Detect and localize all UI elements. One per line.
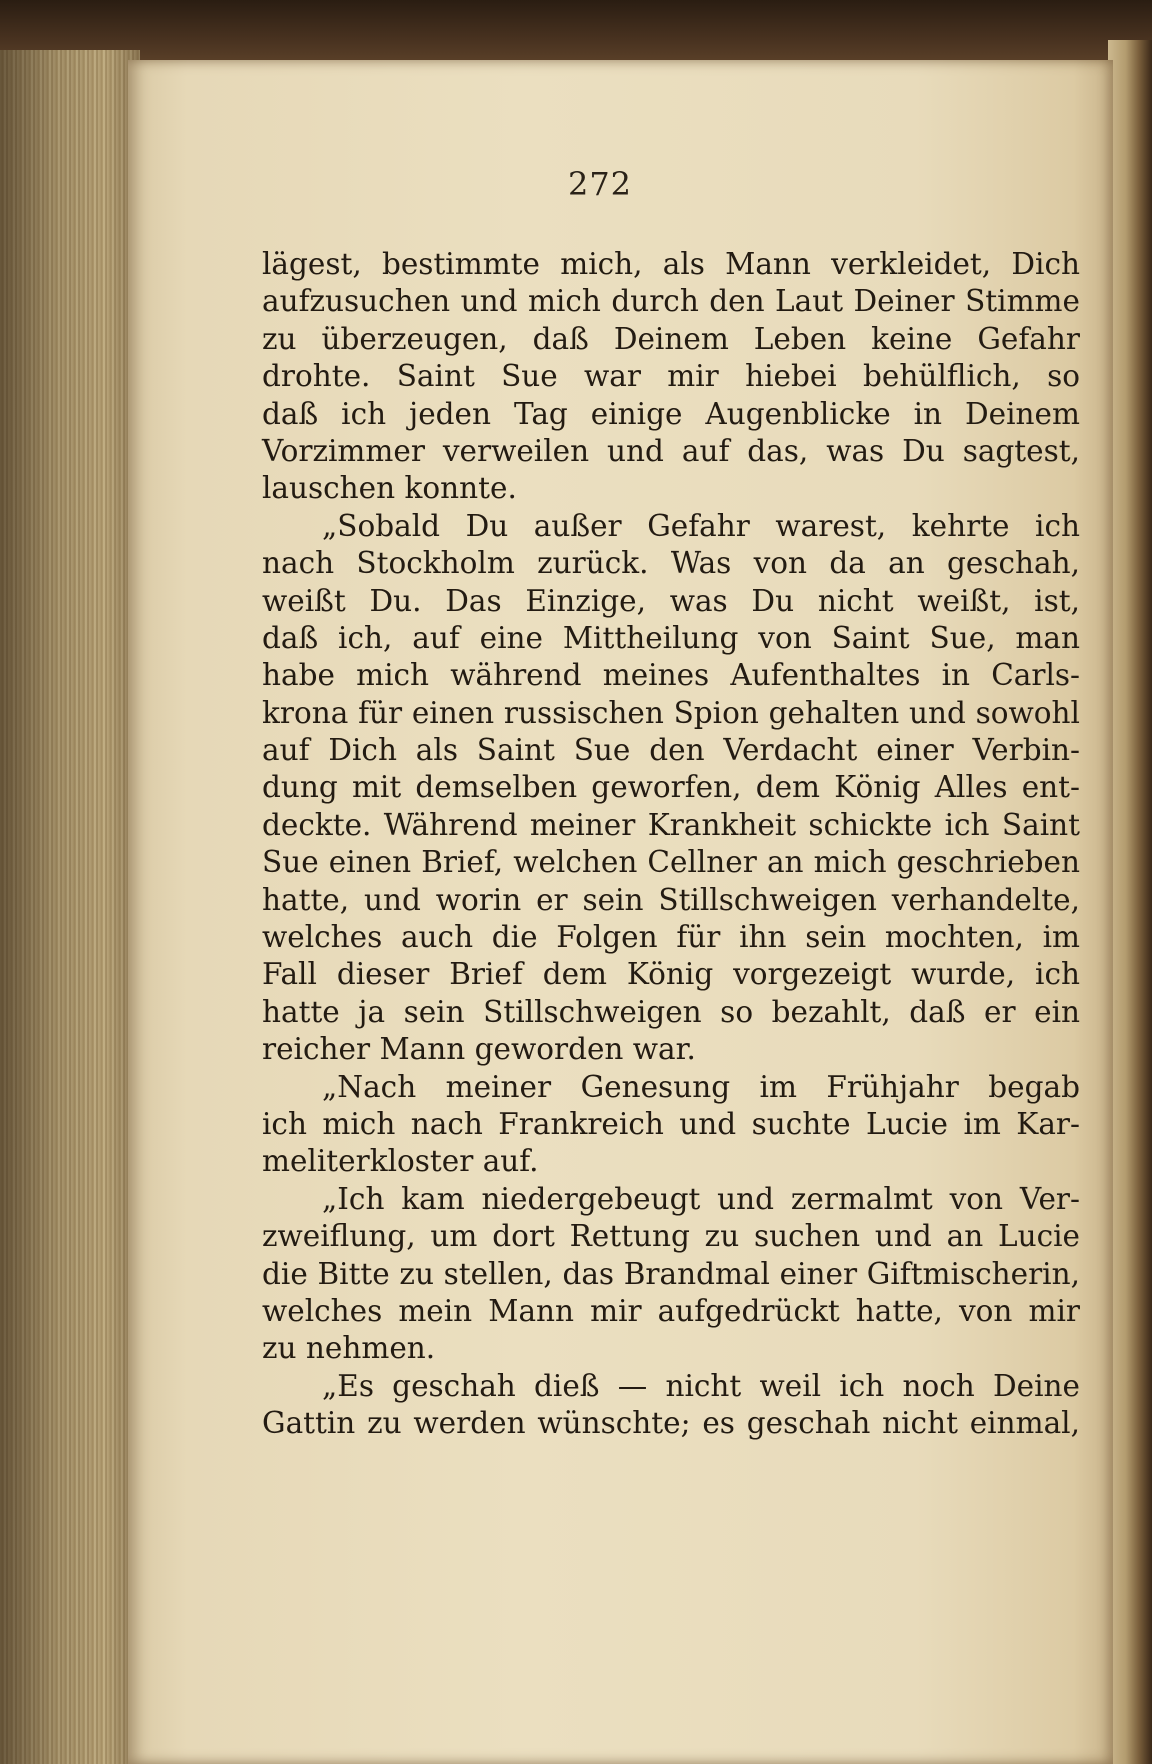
text-line: reicher Mann geworden war. [262, 1032, 696, 1067]
text-line: Fall dieser Brief dem König vorgezeigt wurde, ich [262, 957, 1080, 992]
text-line: krona für einen russischen Spion gehalten und sowohl [262, 695, 1080, 730]
text-line: welches mein Mann mir aufgedrückt hatte, von mir [262, 1293, 1080, 1328]
text-line: Sue einen Brief, welchen Cellner an mich geschrieben [262, 845, 1080, 880]
text-line: die Bitte zu stellen, das Brandmal einer Giftmischerin, [262, 1256, 1080, 1291]
page-text [262, 246, 1080, 1443]
text-line: zu überzeugen, daß Deinem Leben keine Gefahr [262, 321, 1080, 356]
text-line: „Ich kam niedergebeugt und zermalmt von Ver- [322, 1181, 1080, 1216]
text-line: deckte. Während meiner Krankheit schickte ich Saint [262, 807, 1080, 842]
text-line: nach Stockholm zurück. Was von da an geschah, [262, 546, 1080, 581]
page-number: 272 [567, 165, 633, 203]
text-line: welches auch die Folgen für ihn sein mochten, im [262, 920, 1080, 955]
binding-top-edge [0, 0, 1152, 62]
text-line: lägest, bestimmte mich, als Mann verkleidet, Dich [262, 247, 1080, 281]
text-line: daß ich jeden Tag einige Augenblicke in Deinem [262, 396, 1080, 431]
text-line: „Es geschah dieß — nicht weil ich noch Deine [322, 1368, 1080, 1403]
page-edges-shadow [0, 50, 140, 1764]
text-line: daß ich, auf eine Mittheilung von Saint Sue, man [262, 620, 1080, 655]
text-line: auf Dich als Saint Sue den Verdacht einer Verbin- [262, 733, 1080, 768]
text-line: habe mich während meines Aufenthaltes in Carls- [262, 658, 1080, 693]
right-gutter [1108, 40, 1152, 1764]
text-line: lauschen konnte. [262, 471, 517, 506]
text-line: hatte, und worin er sein Stillschweigen verhandelte, [262, 882, 1080, 917]
text-line: ich mich nach Frankreich und suchte Lucie im Kar- [262, 1106, 1080, 1141]
text-line: hatte ja sein Stillschweigen so bezahlt, daß er ein [262, 994, 1080, 1029]
text-line: „Nach meiner Genesung im Frühjahr begab [322, 1069, 1080, 1104]
text-line: drohte. Saint Sue war mir hiebei behülflich, so [262, 359, 1080, 394]
text-line: Gattin zu werden wünschte; es geschah nicht einmal, [262, 1406, 1080, 1441]
text-line: meliterkloster auf. [262, 1144, 539, 1179]
text-line: dung mit demselben geworfen, dem König Alles ent- [262, 770, 1080, 805]
text-line: aufzusuchen und mich durch den Laut Deiner Stimme [262, 284, 1080, 319]
text-line: zweiflung, um dort Rettung zu suchen und an Lucie [262, 1219, 1080, 1254]
text-line: „Sobald Du außer Gefahr warest, kehrte ich [322, 508, 1080, 543]
text-line: zu nehmen. [262, 1331, 436, 1366]
text-line: Vorzimmer verweilen und auf das, was Du sagtest, [262, 433, 1080, 468]
text-line: weißt Du. Das Einzige, was Du nicht weißt, ist, [262, 583, 1080, 618]
